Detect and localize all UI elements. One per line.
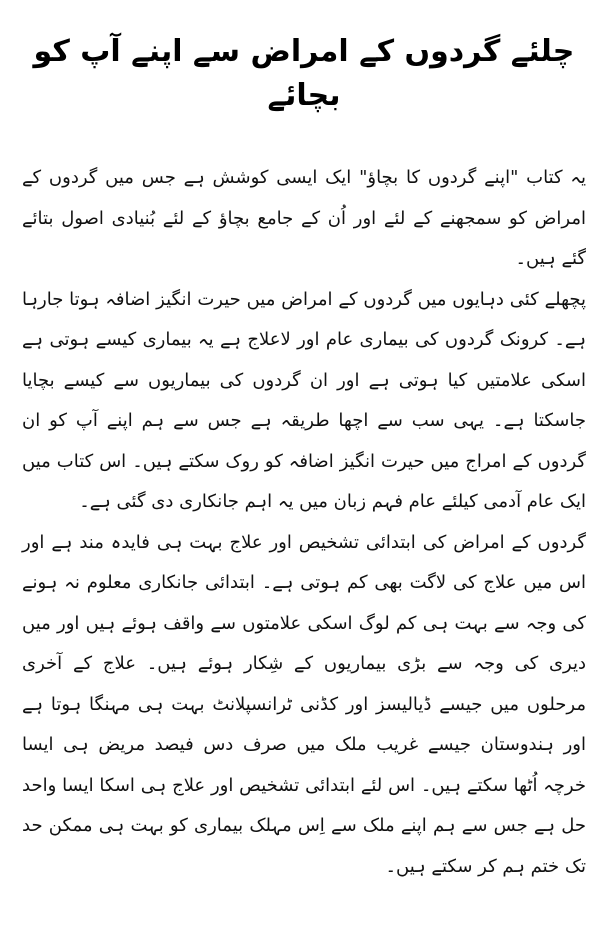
paragraph-early-diagnosis: گردوں کے امراض کی ابتدائی تشخیص اور علاج بہت ہی فایدہ مند ہے اور اس میں علاج کی لاگت بھی کم ہوتی ہے۔ ابتدائی جانکاری معلوم نہ ہونے کی وجہ سے بہت ہی کم لوگ اسکی علامتوں سے واقف ہوئے ہیں اور میں دیری کی وجہ سے بڑی بیماریوں کے شِکار ہوئے ہیں۔ علاج کے آخری مرحلوں میں جیسے ڈیالیسز اور کڈنی ٹرانسپلانٹ بہت ہی مہنگا ہوتا ہے اور ہندوستان جیسے غریب ملک میں صرف دس فیصد مریض ہی ایسا خرچہ اُٹھا سکتے ہیں۔ اس لئے ابتدائی تشخیص اور علاج ہی اسکا ایسا واحد حل ہے جس سے ہم اپنے ملک سے اِس مہلک بیماری کو بہت ہی ممکن حد تک ختم ہم کر سکتے ہیں۔ [22, 531, 586, 877]
paragraph-intro: یہ کتاب "اپنے گردوں کا بچاؤ" ایک ایسی کوشش ہے جس میں گردوں کے امراض کو سمجھنے کے لئے اور اُن کے جامع بچاؤ کے لئے بُنیادی اصول بتائے گئے ہیں۔ [22, 167, 586, 269]
paragraph-kidney-disease-increase: پچھلے کئی دہایوں میں گردوں کے امراض میں حیرت انگیز اضافہ ہوتا جارہا ہے۔ کرونک گردوں کی بیماری عام اور لاعلاج ہے یہ بیماری کیسے ہوتی ہے اسکی علامتیں کیا ہوتی ہے اور ان گردوں کی بیماریوں سے کیسے بچایا جاسکتا ہے۔ یہی سب سے اچھا طریقہ ہے جس سے ہم اپنے آپ کو ان گردوں کے امراج میں حیرت انگیز اضافہ کو روک سکتے ہیں۔ اس کتاب میں ایک عام آدمی کیلئے عام فہم زبان میں یہ اہم جانکاری دی گئی ہے۔ [22, 288, 586, 512]
article-title: چلئے گردوں کے امراض سے اپنے آپ کو بچائے [33, 34, 575, 113]
